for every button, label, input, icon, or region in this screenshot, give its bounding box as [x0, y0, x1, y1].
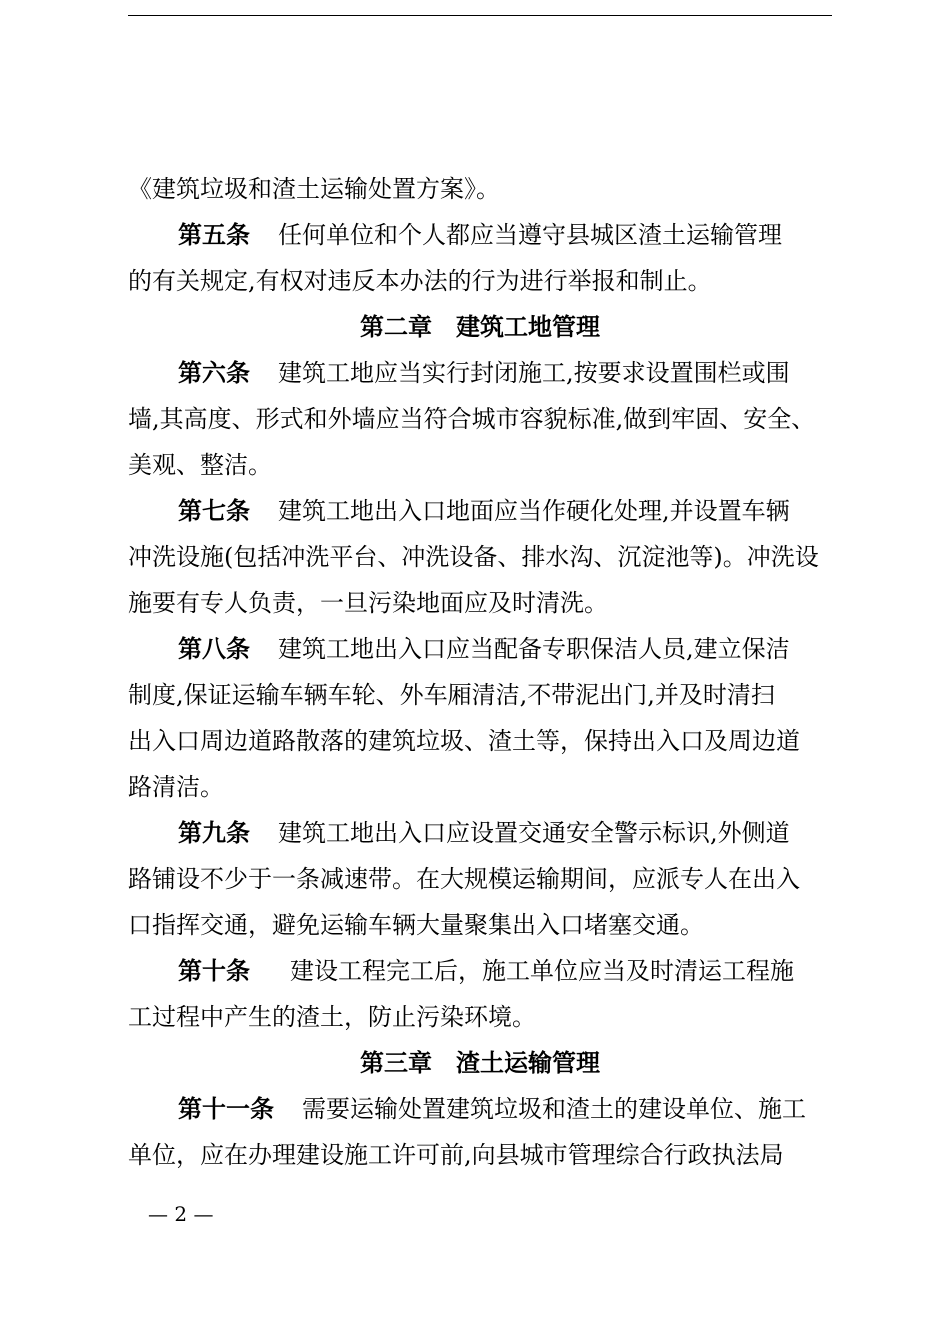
- article-line: 制度,保证运输车辆车轮、外车厢清洁,不带泥出门,并及时清扫: [128, 681, 775, 709]
- article-5: [128, 212, 832, 304]
- article-line: 出入口周边道路散落的建筑垃圾、渣土等，保持出入口及周边道: [128, 727, 800, 755]
- article-line: 路清洁。: [128, 773, 224, 801]
- document-body: [128, 166, 832, 1178]
- header-rule: [128, 15, 832, 16]
- chapter-heading: 第二章 建筑工地管理: [360, 313, 600, 341]
- article-title: 第九条: [178, 819, 250, 847]
- article-9: [128, 810, 832, 948]
- article-line: 的有关规定,有权对违反本办法的行为进行举报和制止。: [128, 267, 712, 295]
- article-line: 美观、整洁。: [128, 451, 272, 479]
- article-title: 第十条: [178, 957, 250, 985]
- article-7: [128, 488, 832, 626]
- article-line: 冲洗设施(包括冲洗平台、冲洗设备、排水沟、沉淀池等)。冲洗设: [128, 543, 819, 571]
- article-line: 第六条 建筑工地应当实行封闭施工,按要求设置围栏或围: [178, 359, 790, 387]
- article-line: 第八条 建筑工地出入口应当配备专职保洁人员,建立保洁: [178, 635, 790, 663]
- article-line: 第九条 建筑工地出入口应设置交通安全警示标识,外侧道: [178, 819, 790, 847]
- article-title: 第八条: [178, 635, 250, 663]
- article-line: 第五条 任何单位和个人都应当遵守县城区渣土运输管理: [178, 221, 782, 249]
- article-line: 单位，应在办理建设施工许可前,向县城市管理综合行政执法局: [128, 1141, 784, 1169]
- article-title: 第五条: [178, 221, 250, 249]
- article-line: 路铺设不少于一条减速带。在大规模运输期间，应派专人在出入: [128, 865, 800, 893]
- article-6: [128, 350, 832, 488]
- article-line: 施要有专人负责，一旦污染地面应及时清洗。: [128, 589, 608, 617]
- intro-line: 《建筑垃圾和渣土运输处置方案》。: [128, 175, 500, 203]
- article-line: 第七条 建筑工地出入口地面应当作硬化处理,并设置车辆: [178, 497, 790, 525]
- article-title: 第六条: [178, 359, 250, 387]
- article-line: 口指挥交通，避免运输车辆大量聚集出入口堵塞交通。: [128, 911, 704, 939]
- article-line: 工过程中产生的渣土，防止污染环境。: [128, 1003, 536, 1031]
- article-line: 墙,其高度、形式和外墙应当符合城市容貌标准,做到牢固、安全、: [128, 405, 816, 433]
- article-title: 第十一条: [178, 1095, 274, 1123]
- page-number: — 2 —: [148, 1202, 214, 1226]
- chapter-heading: 第三章 渣土运输管理: [360, 1049, 600, 1077]
- article-8: [128, 626, 832, 810]
- article-line: 第十条 建设工程完工后，施工单位应当及时清运工程施: [178, 957, 794, 985]
- article-10: [128, 948, 832, 1040]
- article-line: 第十一条 需要运输处置建筑垃圾和渣土的建设单位、施工: [178, 1095, 806, 1123]
- article-11: [128, 1086, 832, 1178]
- article-title: 第七条: [178, 497, 250, 525]
